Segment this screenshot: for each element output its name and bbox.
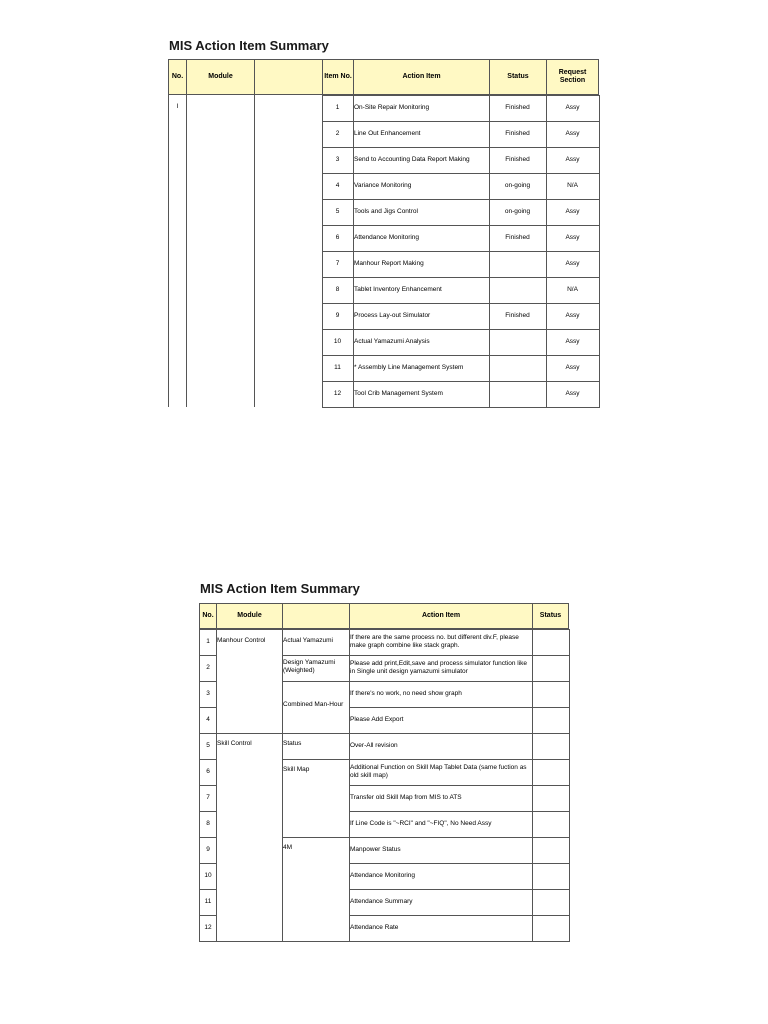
table1-header-module: Module <box>186 59 255 95</box>
table1-header-no: No. <box>168 59 187 95</box>
table1-request-section: Assy <box>565 364 580 371</box>
submodule-status: Status <box>283 740 302 747</box>
table2-status <box>532 681 569 707</box>
table2-action-item: If there are the same process no. but different div.F, please make graph combine like stack graph. <box>350 634 519 649</box>
table2-row-no: 7 <box>206 794 210 801</box>
table1-request-section: Assy <box>565 312 580 319</box>
table1-action-item: Send to Accounting Data Report Making <box>354 156 470 163</box>
table1-action-item: Tool Crib Management System <box>354 390 443 397</box>
table1-action-item: Process Lay-out Simulator <box>354 312 431 319</box>
submodule-skill-map: Skill Map <box>283 766 310 773</box>
table1-action-item: Line Out Enhancement <box>354 130 421 137</box>
table2-row-no: 3 <box>206 690 210 697</box>
table1-status: on-going <box>504 208 531 215</box>
submodule-4m: 4M <box>283 844 293 851</box>
table2-row-no: 8 <box>206 820 210 827</box>
table2-action-item: Manpower Status <box>350 846 401 853</box>
table1-status <box>489 355 546 381</box>
module-manhour-control: Manhour Control <box>217 637 266 644</box>
table1-action-item: Actual Yamazumi Analysis <box>354 338 430 345</box>
table1-header-blank <box>254 59 323 95</box>
table1-action-item: Tools and Jigs Control <box>354 208 418 215</box>
table2-status <box>532 811 569 837</box>
table2-action-item: Attendance Rate <box>350 924 399 931</box>
table1-item-no: 6 <box>335 234 340 241</box>
table1-item-no: 8 <box>335 286 340 293</box>
table1-title: MIS Action Item Summary <box>169 38 329 53</box>
table2-title: MIS Action Item Summary <box>200 581 360 596</box>
submodule-design-yamazumi: Design Yamazumi (Weighted) <box>283 659 336 674</box>
table2-action-item: If there's no work, no need show graph <box>350 690 462 697</box>
table2-status <box>532 759 569 785</box>
table1-request-section: N/A <box>567 182 578 189</box>
table2-row-no: 11 <box>204 898 212 905</box>
table2-row-no: 1 <box>206 638 210 645</box>
table2-action-item: Please Add Export <box>350 716 404 723</box>
table1-item-no: 7 <box>335 260 340 267</box>
table1-action-item: On-Site Repair Monitoring <box>354 104 430 111</box>
table1-request-section: Assy <box>565 156 580 163</box>
table2-status <box>532 655 569 681</box>
table2-row-no: 4 <box>206 716 210 723</box>
table1-header-request-section: Request Section <box>546 59 599 95</box>
table2-row-no: 5 <box>206 742 210 749</box>
module-skill-control: Skill Control <box>217 740 252 747</box>
table2-status <box>532 837 569 863</box>
table2-row-no: 6 <box>206 768 210 775</box>
table2-action-item: Attendance Summary <box>350 898 413 905</box>
table1-item-no: 12 <box>333 390 342 397</box>
table1-status <box>489 381 546 407</box>
table1-request-section: Assy <box>565 338 580 345</box>
table2-header-blank <box>282 603 350 629</box>
table2-action-item: Transfer old Skill Map from MIS to ATS <box>350 794 462 801</box>
submodule-combined-man-hour: Combined Man-Hour <box>283 701 344 708</box>
table2-header-module: Module <box>216 603 283 629</box>
table2-row-no: 10 <box>204 872 212 879</box>
table1-header-status: Status <box>489 59 547 95</box>
submodule-actual-yamazumi: Actual Yamazumi <box>283 637 333 644</box>
table1-request-section: Assy <box>565 208 580 215</box>
table1-status <box>489 251 546 277</box>
table2-status <box>532 915 569 941</box>
table2-header-action-item: Action Item <box>349 603 533 629</box>
table2-action-item: Additional Function on Skill Map Tablet Data (same fuction as old skill map) <box>350 764 527 779</box>
table2-status <box>532 889 569 915</box>
table1-status <box>489 329 546 355</box>
table2-header-no: No. <box>199 603 217 629</box>
table1-status: Finished <box>505 234 530 241</box>
table2-action-item: Please add print,Edit,save and process simulator function like in Single unit design yamazumi simulator <box>350 660 528 675</box>
table1-action-item: Attendance Monitoring <box>354 234 420 241</box>
table1-status: Finished <box>505 130 530 137</box>
table1-request-section: N/A <box>567 286 578 293</box>
table1-action-item: * Assembly Line Management System <box>354 364 464 371</box>
table1-status: Finished <box>505 156 530 163</box>
table1-item-no: 4 <box>335 182 340 189</box>
table1-status <box>489 277 546 303</box>
table1-request-section: Assy <box>565 130 580 137</box>
table1-item-no: 10 <box>333 338 342 345</box>
table1-request-section: Assy <box>565 390 580 397</box>
table1-group-no: I <box>176 103 179 110</box>
table2-header-status: Status <box>532 603 569 629</box>
table1-action-item: Tablet Inventory Enhancement <box>354 286 442 293</box>
table1-header-item-no: Item No. <box>322 59 354 95</box>
table1-status: Finished <box>505 312 530 319</box>
table1-item-no: 2 <box>335 130 340 137</box>
table2-row-no: 2 <box>206 664 210 671</box>
table1-item-no: 11 <box>334 364 341 371</box>
table1-request-section: Assy <box>565 104 580 111</box>
table2-row-no: 12 <box>204 924 212 931</box>
table1-header-action-item: Action Item <box>353 59 490 95</box>
table2-status <box>532 629 569 655</box>
table2-status <box>532 863 569 889</box>
table1-request-section: Assy <box>565 260 580 267</box>
table1-action-item: Variance Monitoring <box>354 182 412 189</box>
table2-action-item: If Line Code is "~RCI" and "~FIQ", No Need Assy <box>350 820 492 827</box>
table1-request-section: Assy <box>565 234 580 241</box>
table2-action-item: Attendance Monitoring <box>350 872 416 879</box>
table2-status <box>532 733 569 759</box>
table2-action-item: Over-All revision <box>350 742 398 749</box>
table2-row-no: 9 <box>206 846 210 853</box>
table1-item-no: 3 <box>335 156 340 163</box>
table1-status: Finished <box>505 104 530 111</box>
table2-status <box>532 785 569 811</box>
table2-status <box>532 707 569 733</box>
table1-status: on-going <box>504 182 531 189</box>
table1-item-no: 5 <box>335 208 340 215</box>
table1-item-no: 1 <box>335 104 340 111</box>
table1-action-item: Manhour Report Making <box>354 260 424 267</box>
table1-item-no: 9 <box>335 312 340 319</box>
